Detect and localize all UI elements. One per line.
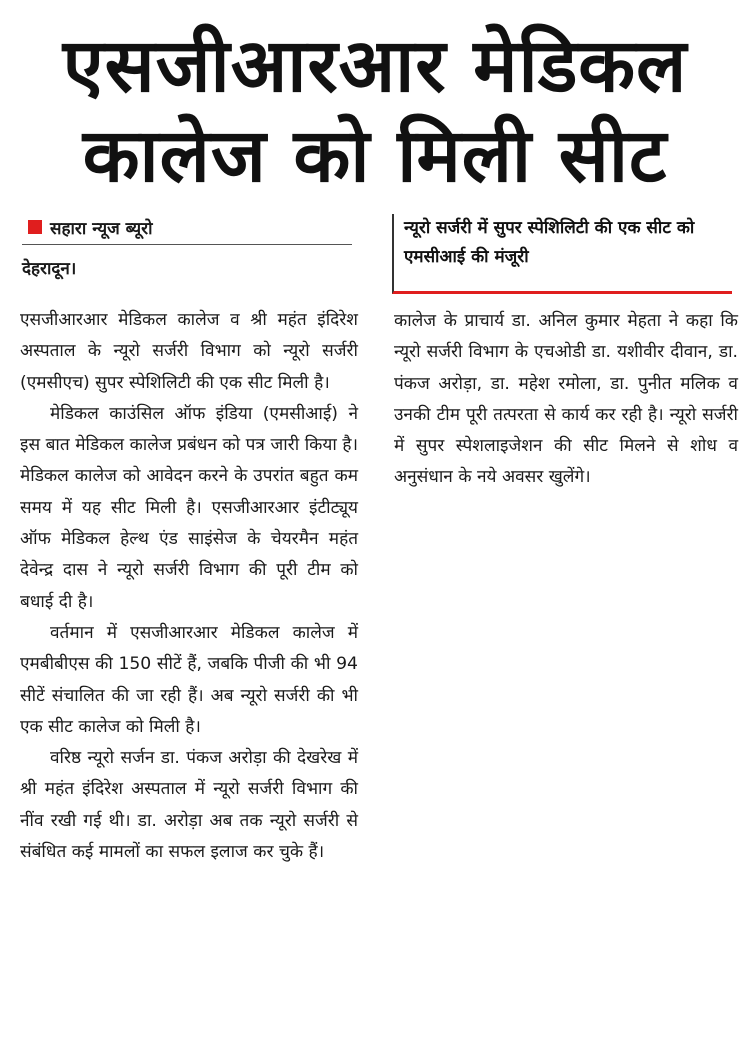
left-column — [20, 305, 358, 868]
headline-line-1: एसजीआरआर मेडिकल — [62, 23, 688, 109]
paragraph: वरिष्ठ न्यूरो सर्जन डा. पंकज अरोड़ा की देखरेख में श्री महंत इंदिरेश अस्पताल में न्यूरो सर्जरी विभाग की नींव रखी गई थी। डा. अरोड़ा अब तक न्यूरो सर्जरी से संबंधित कई मामलों का सफल इलाज कर चुके हैं। — [20, 748, 358, 863]
red-square-icon — [28, 220, 42, 234]
paragraph: मेडिकल काउंसिल ऑफ इंडिया (एमसीआई) ने इस बात मेडिकल कालेज प्रबंधन को पत्र जारी किया है। मेडिकल कालेज को आवेदन करने के उपरांत बहुत कम समय में यह सीट मिली है। एसजीआरआर इंटीट्यूय ऑफ मेडिकल हेल्थ एंड साइंसेज के चेयरमैन महंत देवेन्द्र दास ने न्यूरो सर्जरी विभाग की पूरी टीम को बधाई दी है। — [20, 403, 358, 612]
headline-line-2: कालेज को मिली सीट — [82, 113, 668, 199]
paragraph: एसजीआरआर मेडिकल कालेज व श्री महंत इंदिरेश अस्पताल के न्यूरो सर्जरी विभाग को न्यूरो सर्जरी (एमसीएच) सुपर स्पेशिलिटी की एक सीट मिली है। — [20, 310, 358, 393]
byline-text: सहारा न्यूज ब्यूरो — [50, 218, 153, 239]
paragraph: कालेज के प्राचार्य डा. अनिल कुमार मेहता ने कहा कि न्यूरो सर्जरी विभाग के एचओडी डा. यशीवीर दीवान, डा. पंकज अरोड़ा, डा. महेश रमोला, डा. पुनीत मलिक व उनकी टीम पूरी तत्परता से कार्य कर रही है। न्यूरो सर्जरी में सुपर स्पेशलाइजेशन की सीट मिलने से शोध व अनुसंधान के नये अवसर खुलेंगे। — [394, 311, 738, 488]
byline — [22, 210, 352, 245]
right-column — [394, 306, 738, 494]
dateline: देहरादून। — [22, 259, 77, 279]
highlight-box — [392, 214, 732, 294]
paragraph: वर्तमान में एसजीआरआर मेडिकल कालेज में एमबीबीएस की 150 सीटें हैं, जबकि पीजी की भी 94 सीटें संचालित की जा रही हैं। अब न्यूरो सर्जरी की भी एक सीट कालेज को मिली है। — [20, 622, 358, 737]
highlight-text: न्यूरो सर्जरी में सुपर स्पेशिलिटी की एक सीट को एमसीआई की मंजूरी — [404, 218, 695, 267]
